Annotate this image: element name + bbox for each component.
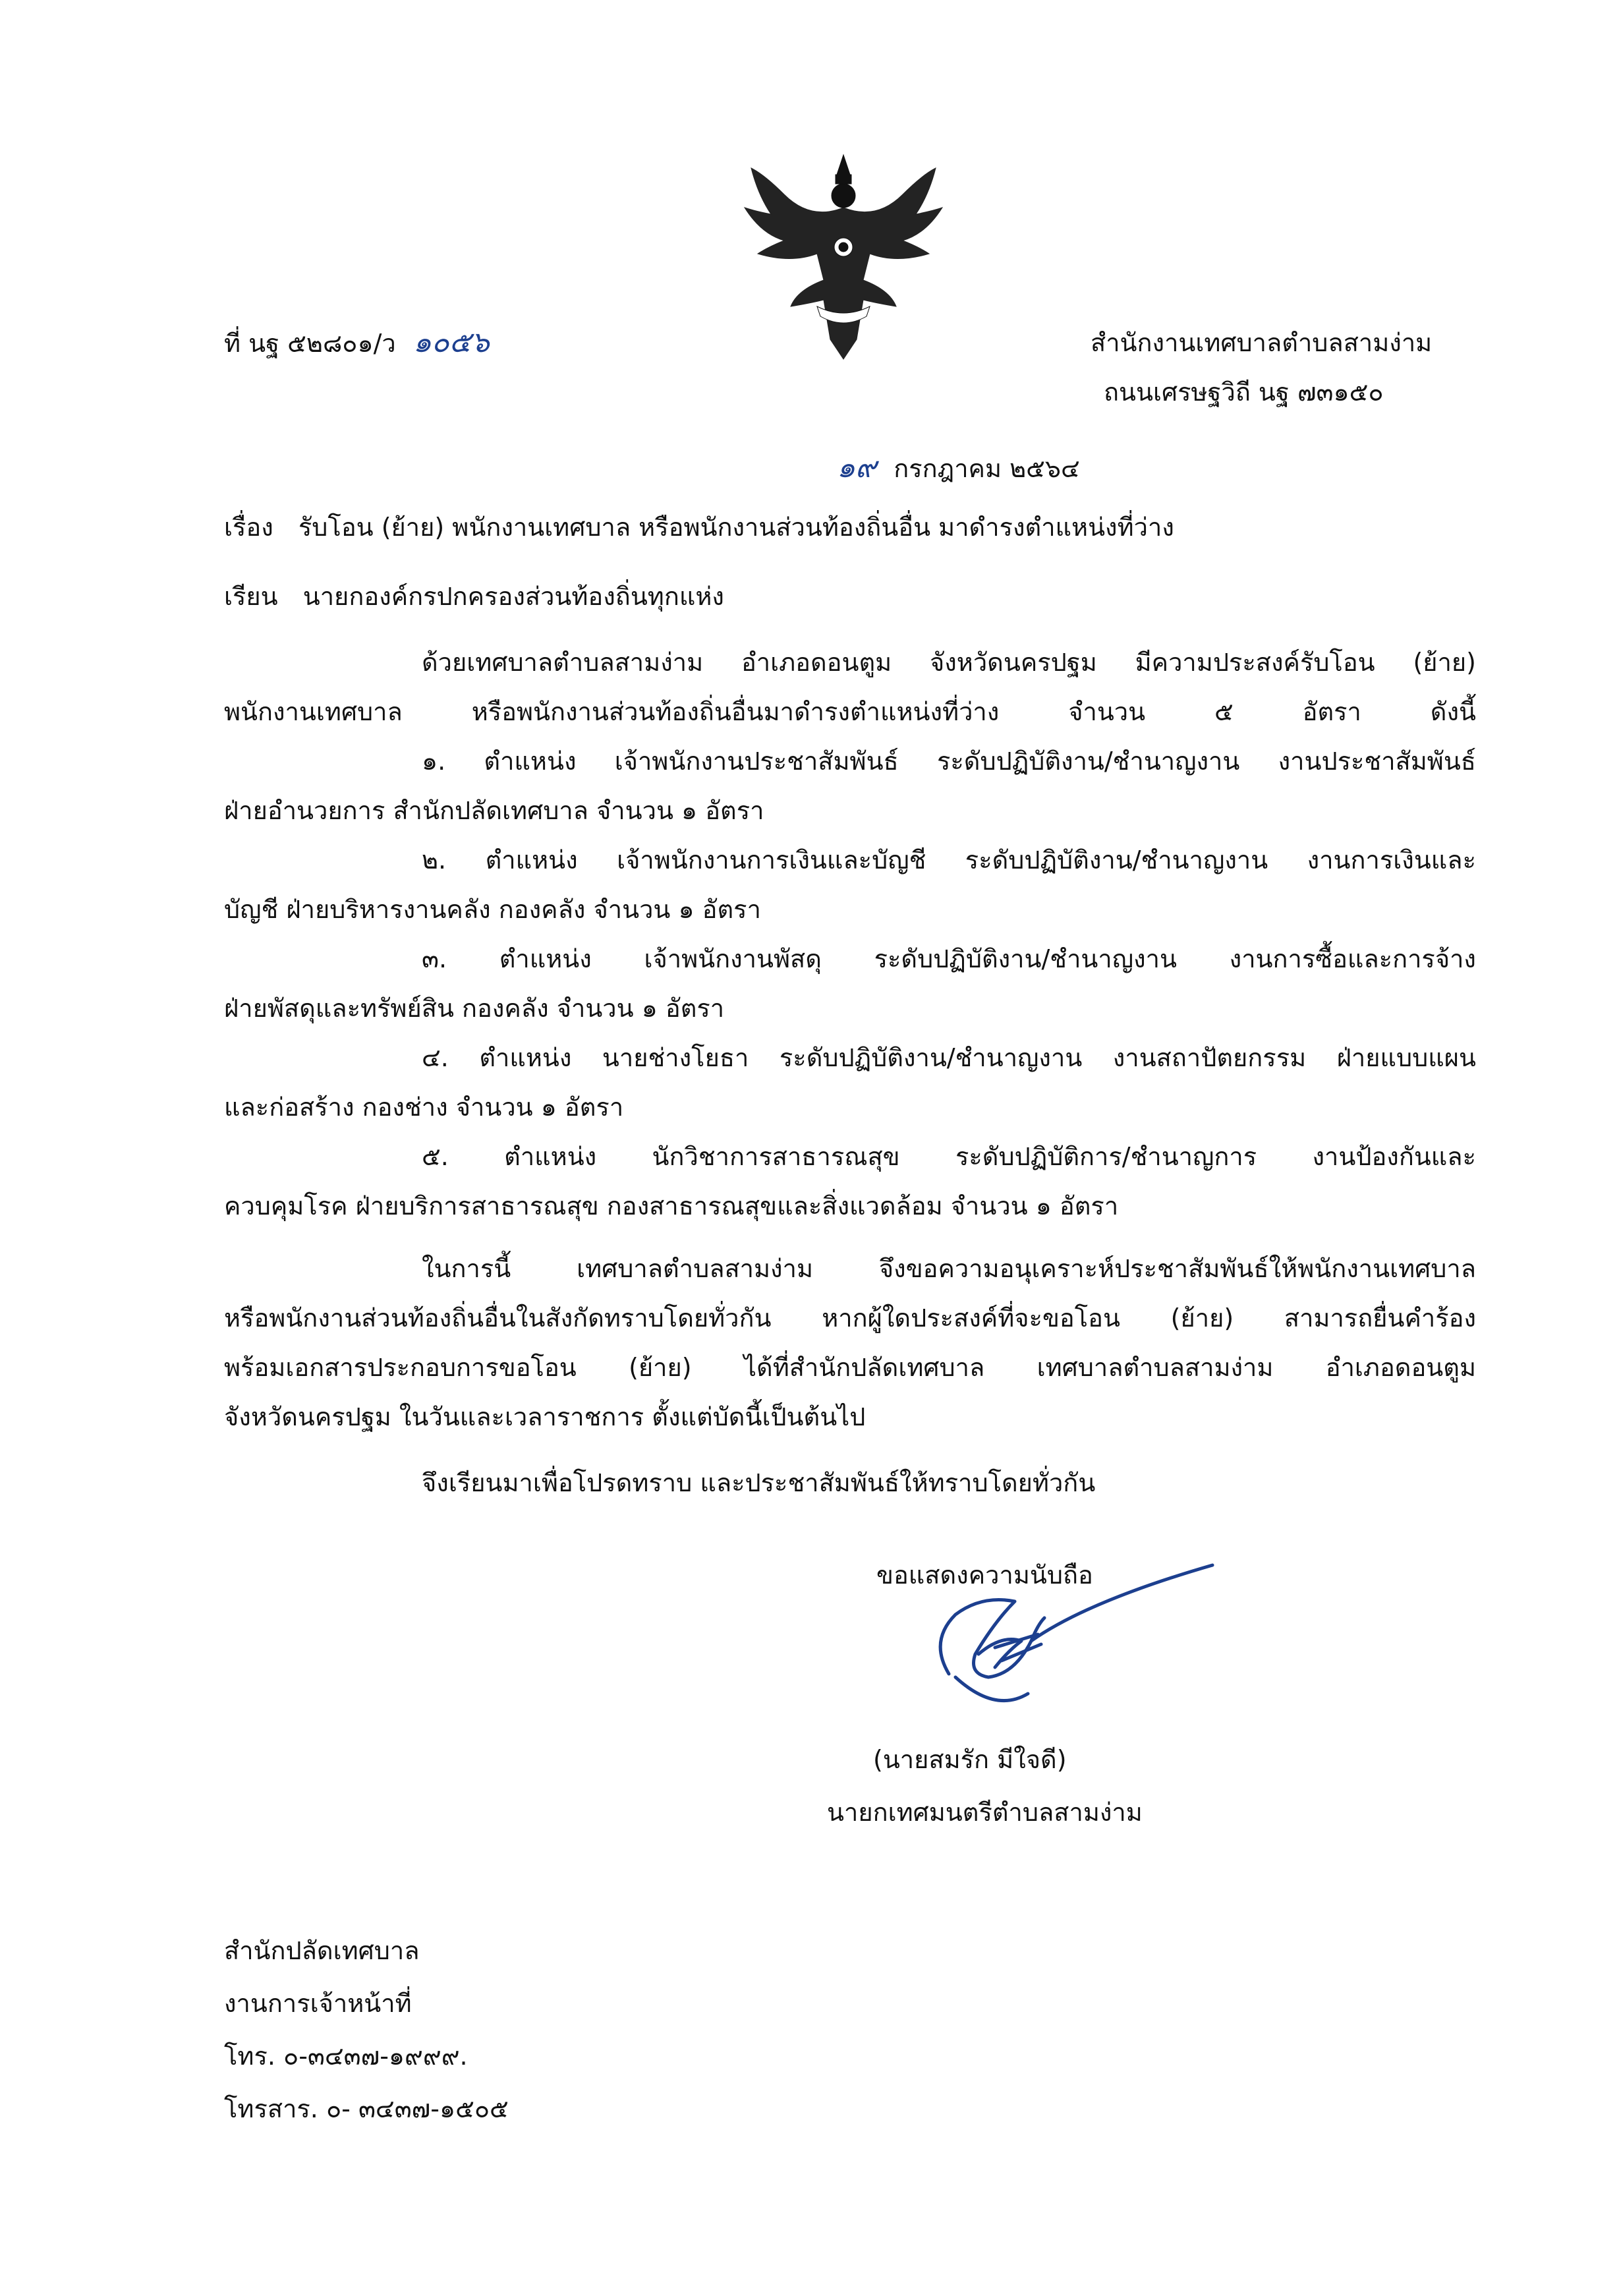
- recipient-text: นายกองค์กรปกครองส่วนท้องถิ่นทุกแห่ง: [302, 582, 724, 611]
- position-2-line-2: บัญชี ฝ่ายบริหารงานคลัง กองคลัง จำนวน ๑ อัตรา: [224, 895, 761, 924]
- position-1-line-1: ๑. ตำแหน่ง เจ้าพนักงานประชาสัมพันธ์ ระดับปฏิบัติงาน/ชำนาญงาน งานประชาสัมพันธ์: [422, 747, 1476, 776]
- subject-text: รับโอน (ย้าย) พนักงานเทศบาล หรือพนักงานส่วนท้องถิ่นอื่น มาดำรงตำแหน่งที่ว่าง: [298, 513, 1174, 542]
- request-line-4: จังหวัดนครปฐม ในวันและเวลาราชการ ตั้งแต่บัดนี้เป็นต้นไป: [224, 1402, 866, 1431]
- recipient-line: [224, 577, 724, 616]
- handwritten-signature-icon: [916, 1562, 1219, 1727]
- footer-section: งานการเจ้าหน้าที่: [224, 1989, 412, 2018]
- position-4-line-1: ๔. ตำแหน่ง นายช่างโยธา ระดับปฏิบัติงาน/ชำนาญงาน งานสถาปัตยกรรม ฝ่ายแบบแผน: [422, 1043, 1476, 1072]
- request-line-2: หรือพนักงานส่วนท้องถิ่นอื่นในสังกัดทราบโดยทั่วกัน หากผู้ใดประสงค์ที่จะขอโอน (ย้าย) สามารถยื่นคำร้อง: [224, 1304, 1476, 1333]
- office-name: สำนักงานเทศบาลตำบลสามง่าม: [1091, 328, 1433, 357]
- closing-sentence: จึงเรียนมาเพื่อโปรดทราบ และประชาสัมพันธ์ให้ทราบโดยทั่วกัน: [422, 1468, 1096, 1497]
- regards-text: ขอแสดงความนับถือ: [876, 1561, 1093, 1590]
- position-5-line-1: ๕. ตำแหน่ง นักวิชาการสาธารณสุข ระดับปฏิบัติการ/ชำนาญการ งานป้องกันและ: [422, 1142, 1476, 1171]
- signer-name: (นายสมรัก มีใจดี): [873, 1745, 1067, 1774]
- document-reference: [224, 323, 490, 363]
- request-line-1: ในการนี้ เทศบาลตำบลสามง่าม จึงขอความอนุเคราะห์ประชาสัมพันธ์ให้พนักงานเทศบาล: [422, 1254, 1476, 1283]
- intro-line-1: ด้วยเทศบาลตำบลสามง่าม อำเภอดอนตูม จังหวัดนครปฐม มีความประสงค์รับโอน (ย้าย): [422, 648, 1476, 677]
- date-day: ๑๙: [837, 451, 877, 484]
- request-line-3: พร้อมเอกสารประกอบการขอโอน (ย้าย) ได้ที่สำนักปลัดเทศบาล เทศบาลตำบลสามง่าม อำเภอดอนตูม: [224, 1353, 1476, 1382]
- document-date: [837, 448, 1080, 488]
- footer-phone: โทร. ๐-๓๔๓๗-๑๙๙๙.: [224, 2042, 468, 2071]
- footer-fax: โทรสาร. ๐- ๓๔๓๗-๑๕๐๕: [224, 2094, 509, 2123]
- date-month-year: กรกฎาคม ๒๕๖๔: [894, 454, 1080, 483]
- position-3-line-1: ๓. ตำแหน่ง เจ้าพนักงานพัสดุ ระดับปฏิบัติงาน/ชำนาญงาน งานการซื้อและการจ้าง: [422, 944, 1476, 973]
- signer-position: นายกเทศมนตรีตำบลสามง่าม: [827, 1798, 1143, 1827]
- position-5-line-2: ควบคุมโรค ฝ่ายบริการสาธารณสุข กองสาธารณสุขและสิ่งแวดล้อม จำนวน ๑ อัตรา: [224, 1191, 1119, 1220]
- position-1-line-2: ฝ่ายอำนวยการ สำนักปลัดเทศบาล จำนวน ๑ อัตรา: [224, 796, 764, 825]
- subject-label: เรื่อง: [224, 513, 273, 542]
- subject-line: [224, 507, 1174, 547]
- position-3-line-2: ฝ่ายพัสดุและทรัพย์สิน กองคลัง จำนวน ๑ อัตรา: [224, 994, 725, 1023]
- recipient-label: เรียน: [224, 582, 278, 611]
- footer-department: สำนักปลัดเทศบาล: [224, 1936, 420, 1965]
- office-address: ถนนเศรษฐวิถี นฐ ๗๓๑๕๐: [1104, 378, 1384, 407]
- garuda-emblem-icon: [738, 148, 949, 366]
- reference-number: ๑๐๕๖: [412, 326, 490, 359]
- intro-line-2: พนักงานเทศบาล หรือพนักงานส่วนท้องถิ่นอื่นมาดำรงตำแหน่งที่ว่าง จำนวน ๕ อัตรา ดังนี้: [224, 697, 1476, 726]
- position-4-line-2: และก่อสร้าง กองช่าง จำนวน ๑ อัตรา: [224, 1093, 624, 1122]
- position-2-line-1: ๒. ตำแหน่ง เจ้าพนักงานการเงินและบัญชี ระดับปฏิบัติงาน/ชำนาญงาน งานการเงินและ: [422, 846, 1476, 875]
- reference-prefix: ที่ นฐ ๕๒๘๐๑/ว: [224, 329, 396, 358]
